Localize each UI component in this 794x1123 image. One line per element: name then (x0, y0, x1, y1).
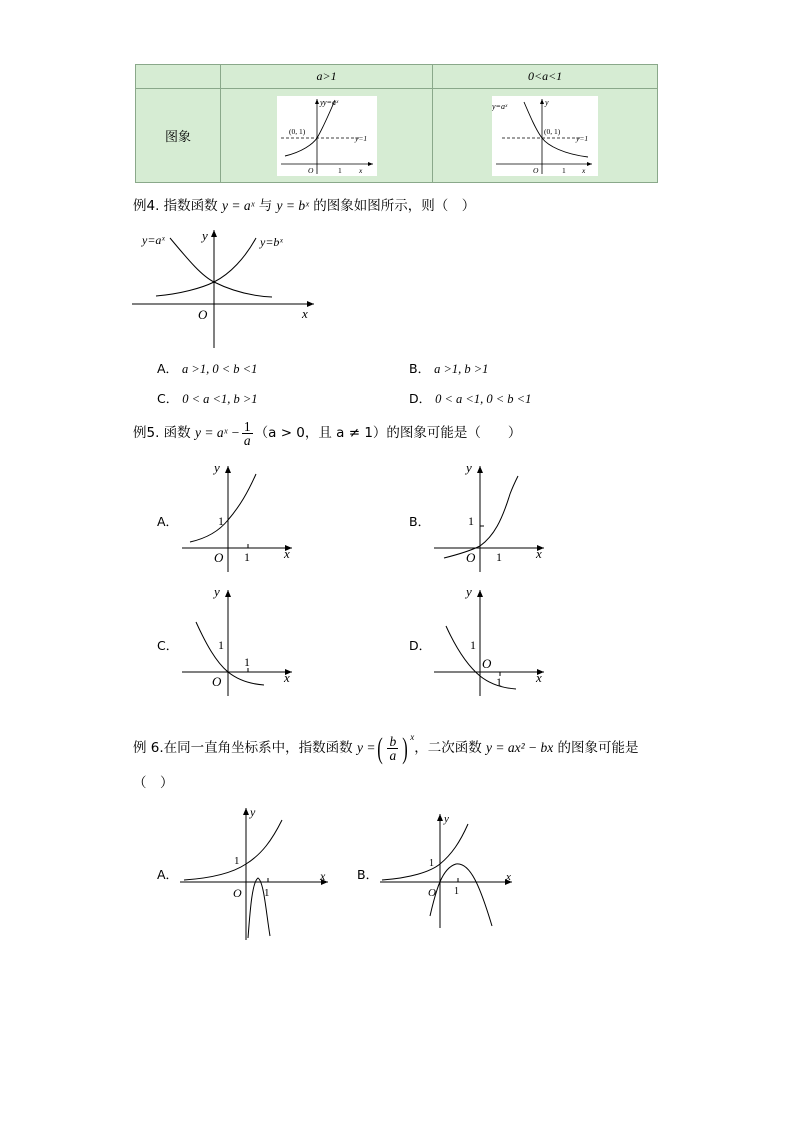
ex5-graph-b (432, 458, 548, 574)
y-label: y (214, 460, 220, 475)
y-arrow (437, 814, 443, 821)
curve-a (170, 238, 272, 297)
ex4-prefix: 例4. 指数函数 (133, 198, 218, 214)
point-label: (0, 1) (544, 126, 561, 136)
curve (446, 626, 516, 689)
y-arrow (315, 99, 319, 104)
ex5-prefix: 例5. 函数 (133, 425, 191, 441)
header-a-gt-1: a>1 (221, 65, 433, 89)
ex5-option-b-key[interactable]: B． (409, 514, 431, 529)
y-label: y (444, 813, 449, 825)
one-y-label: 1 (470, 638, 476, 652)
option-text: a >1, 0 < b <1 (182, 362, 258, 376)
ex6-option-a-key[interactable]: A． (157, 867, 179, 882)
line-label: y=1 (354, 133, 367, 143)
ex6-mid: ，二次函数 (414, 740, 482, 756)
label-a: y=aˣ (142, 233, 165, 247)
x-label: x (536, 546, 542, 561)
x-label: x (284, 670, 290, 685)
one-x-label: 1 (264, 887, 270, 899)
one-x-label: 1 (496, 675, 502, 689)
y-label: y (545, 97, 549, 107)
cell-graph-increasing (221, 89, 433, 183)
ex6-suffix: 的图象可能是 (557, 740, 639, 756)
ex6-graph-b (378, 810, 518, 934)
one-y-label: 1 (429, 858, 434, 869)
frac-numerator: b (389, 734, 397, 749)
ex4-option-a[interactable] (157, 359, 257, 377)
line-label: y=1 (576, 133, 589, 143)
option-text: 0 < a <1, b >1 (182, 392, 258, 406)
y-label: y (466, 584, 472, 599)
ex4-option-b[interactable] (409, 359, 488, 377)
ex5-graph-a (180, 458, 296, 574)
ex4-suffix: 的图象如图所示，则（ ） (313, 198, 476, 214)
ex5-graph-c (180, 582, 296, 698)
x-label: x (284, 546, 290, 561)
cell-graph-decreasing (433, 89, 658, 183)
ex6-func2: y = ax² − bx (486, 740, 554, 755)
y-arrow (225, 466, 231, 473)
y-arrow (540, 99, 544, 104)
origin-label: O (212, 674, 222, 689)
option-text: a >1, b >1 (434, 362, 489, 376)
ex4-f1: y = aˣ (221, 198, 255, 213)
y-arrow (225, 590, 231, 597)
ex5-option-c-key[interactable]: C． (157, 638, 179, 653)
x-arrow (307, 301, 314, 307)
comparison-table (135, 64, 658, 183)
ex4-question (133, 197, 475, 215)
option-text: 0 < a <1, 0 < b <1 (435, 392, 532, 406)
curve (196, 622, 264, 685)
ex6-prefix: 例 6.在同一直角坐标系中，指数函数 (133, 740, 353, 756)
y-arrow (477, 466, 483, 473)
header-a-between-0-1: 0<a<1 (433, 65, 658, 89)
graph-decreasing (492, 96, 598, 176)
graph-increasing (277, 96, 377, 176)
ex4-f2: y = bˣ (276, 198, 309, 213)
origin-label: O (214, 550, 224, 565)
ex4-option-c[interactable] (157, 389, 258, 407)
y-label: y (250, 805, 256, 819)
frac-denominator: a (389, 748, 397, 763)
frac-numerator: 1 (243, 419, 251, 434)
ex4-figure (130, 224, 320, 350)
ex5-option-d-key[interactable]: D． (409, 638, 432, 653)
x-label: x (302, 306, 308, 321)
one-y-label: 1 (468, 514, 474, 528)
one-label: 1 (562, 165, 566, 175)
ex6-graph-a (178, 802, 334, 942)
curve (190, 474, 256, 542)
one-y-label: 1 (218, 514, 224, 528)
y-arrow (211, 230, 217, 237)
option-key: D． (409, 391, 432, 406)
curve (444, 476, 518, 558)
x-arrow (587, 162, 592, 166)
ex5-fraction (242, 420, 253, 447)
origin-label: O (466, 550, 476, 565)
ex4-mid: 与 (258, 198, 273, 214)
one-y-label: 1 (234, 855, 240, 867)
ex5-option-a-key[interactable]: A． (157, 514, 179, 529)
one-x-label: 1 (454, 886, 459, 897)
ex6-question (133, 722, 639, 764)
option-key: A． (157, 361, 179, 376)
exp-curve (184, 820, 282, 880)
table-corner-cell (136, 65, 221, 89)
origin-label: O (482, 656, 492, 671)
one-y-label: 1 (218, 638, 224, 652)
ex4-option-d[interactable] (409, 389, 531, 407)
ex6-answer-paren: （ ） (133, 775, 174, 791)
y-label: y (202, 228, 208, 243)
x-arrow (368, 162, 373, 166)
curve-label: y=aˣ (322, 97, 338, 107)
option-key: C． (157, 391, 179, 406)
ex6-func1-left: y = (356, 740, 376, 755)
one-x-label: 1 (496, 550, 502, 564)
curve-label: y=aˣ (492, 101, 508, 111)
one-x-label: 1 (244, 550, 250, 564)
origin-label: O (233, 886, 242, 900)
y-label: y (214, 584, 220, 599)
curve-b (156, 238, 256, 296)
option-key: B． (409, 361, 431, 376)
y-label: y (466, 460, 472, 475)
ex5-condition: （a > 0，且 a ≠ 1）的图象可能是（ ） (254, 425, 522, 441)
x-label: x (358, 165, 362, 175)
y-arrow (477, 590, 483, 597)
y-arrow (243, 808, 249, 815)
ex6-option-b-key[interactable]: B． (357, 867, 379, 882)
y-label: y (319, 97, 324, 107)
x-label: x (536, 670, 542, 685)
origin-label: O (533, 165, 539, 175)
exp-curve (382, 824, 468, 880)
ex5-graph-d (432, 582, 548, 698)
ex6-func1-exp: x (410, 732, 415, 742)
ex5-func-left: y = aˣ − (194, 425, 240, 440)
origin-label: O (428, 887, 436, 899)
label-b: y=bˣ (260, 235, 283, 249)
point-label: (0, 1) (288, 126, 305, 136)
parabola (430, 864, 492, 926)
frac-denominator: a (243, 433, 251, 448)
row-label-graph: 图象 (136, 89, 221, 183)
origin-label: O (307, 165, 314, 175)
ex5-question (133, 420, 521, 447)
ex6-fraction (387, 735, 398, 762)
one-x-label: 1 (244, 655, 250, 669)
right-paren: ) (402, 731, 408, 765)
x-label: x (506, 871, 511, 883)
origin-label: O (198, 307, 208, 322)
x-label: x (320, 869, 326, 883)
left-paren: ( (377, 731, 384, 765)
one-label: 1 (337, 165, 342, 175)
x-label: x (582, 165, 586, 175)
